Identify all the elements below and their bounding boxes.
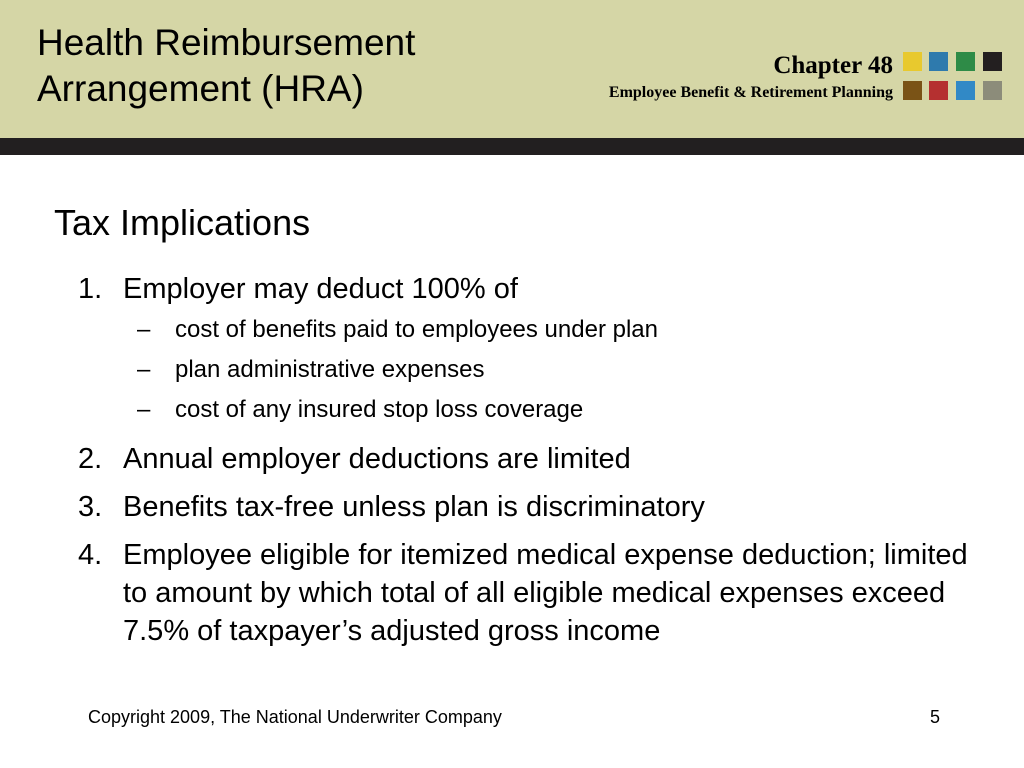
- color-squares-logo: [903, 52, 1005, 102]
- dash-bullet: –: [137, 396, 151, 423]
- header-divider: [0, 138, 1024, 155]
- blue-square: [929, 52, 948, 71]
- chapter-subtitle: Employee Benefit & Retirement Planning: [608, 84, 893, 101]
- footer-copyright: Copyright 2009, The National Underwriter Company: [88, 707, 502, 727]
- chapter-label: Chapter 48: [773, 52, 893, 79]
- list-item-number: 2.: [78, 443, 103, 475]
- list-item-text: Employer may deduct 100% of: [123, 273, 518, 305]
- sub-list-item: [123, 310, 978, 350]
- list-item-number: 3.: [78, 491, 103, 523]
- brown-square: [903, 81, 922, 100]
- sub-list-item: [123, 350, 978, 390]
- red-square: [929, 81, 948, 100]
- list-item: [78, 440, 978, 478]
- sub-list-item-text: plan administrative expenses: [175, 356, 485, 383]
- sub-list-item: [123, 390, 978, 430]
- list-item-text: Employee eligible for itemized medical expense deduction; limited to amount by which total of all eligible medical expenses exceed 7.5% of taxpayer’s adjusted gross income: [123, 539, 968, 647]
- list-item: [78, 536, 978, 650]
- list-item-text: Benefits tax-free unless plan is discriminatory: [123, 491, 705, 523]
- list-item: [78, 488, 978, 526]
- yellow-square: [903, 52, 922, 71]
- lightblue-square: [956, 81, 975, 100]
- dash-bullet: –: [137, 356, 151, 383]
- sub-list-item-text: cost of any insured stop loss coverage: [175, 396, 584, 423]
- sub-list: [123, 310, 978, 430]
- list-item-number: 1.: [78, 273, 103, 305]
- page-number: 5: [929, 707, 940, 727]
- tax-implications-list: [78, 270, 978, 650]
- black-square: [983, 52, 1002, 71]
- sub-list-item-text: cost of benefits paid to employees under plan: [175, 316, 658, 343]
- list-item: [78, 270, 978, 430]
- chapter-block: [609, 50, 893, 104]
- list-item-number: 4.: [78, 539, 103, 571]
- green-square: [956, 52, 975, 71]
- gray-square: [983, 81, 1002, 100]
- slide-title: Health Reimbursement Arrangement (HRA): [37, 22, 416, 109]
- section-heading: Tax Implications: [54, 202, 311, 243]
- list-item-text: Annual employer deductions are limited: [123, 443, 631, 475]
- dash-bullet: –: [137, 316, 151, 343]
